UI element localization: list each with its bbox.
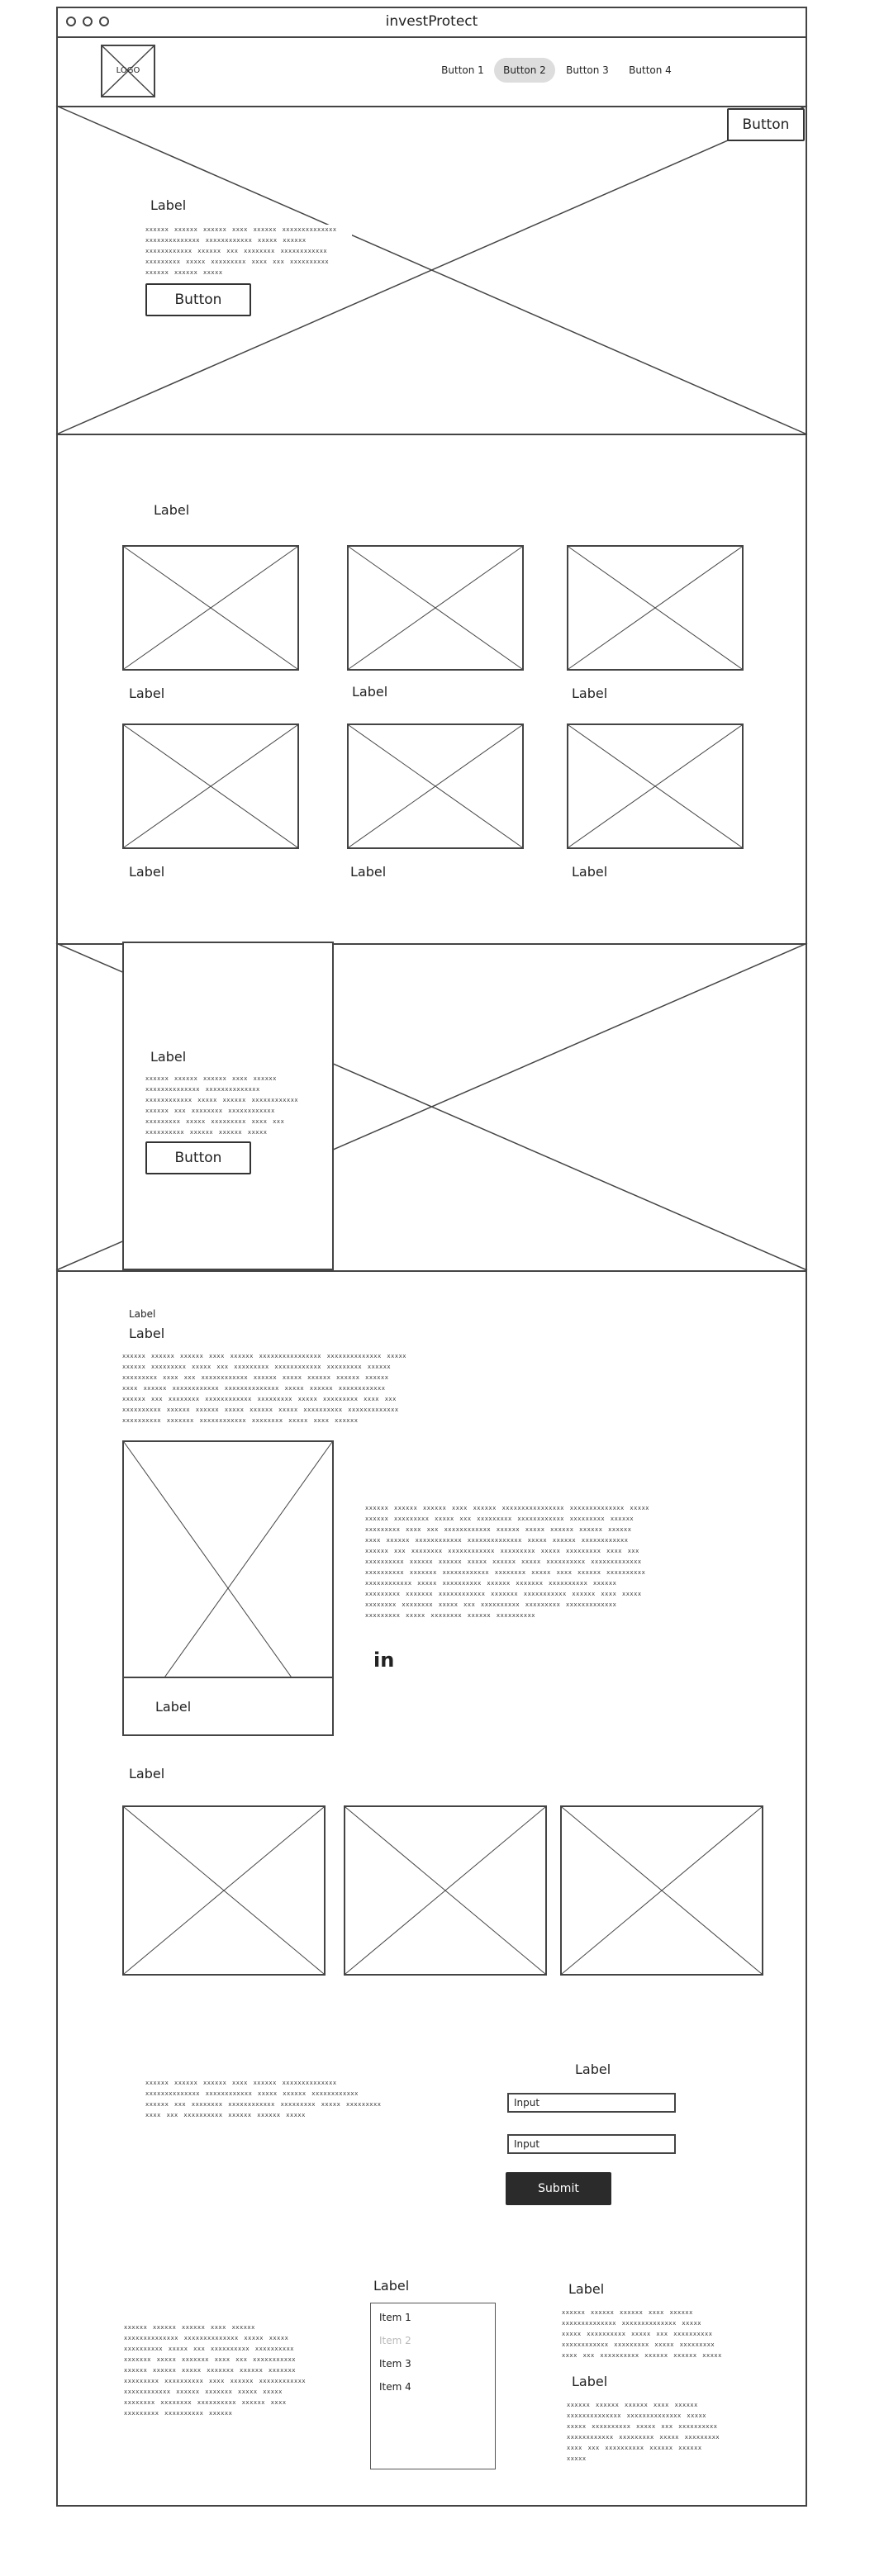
gallery-image-6[interactable]	[567, 723, 744, 849]
profile-image[interactable]	[122, 1440, 334, 1736]
contact-text: xxxxxx xxxxxx xxxxxx xxxx xxxxxx xxxxxxxxxxxxxx xxxxxxxxxxxxxx xxxxxxxxxxxx xxxxx xxxxxx xxxxxxxxxxxx xxxxxx xxx xxxxxxxx xxxxxxxxxxxx xxxxxxxxx xxxxx xxxxxxxxx xxxx xxx xxxxxxxxxx xxxxxx xxxxxx xxxxx	[145, 2080, 382, 2118]
submit-button[interactable]: Submit	[506, 2172, 611, 2205]
hero-button[interactable]: Button	[145, 283, 251, 316]
nav-button-2[interactable]: Button 2	[494, 58, 555, 83]
logo[interactable]	[101, 45, 155, 97]
hero-corner-button[interactable]: Button	[727, 108, 805, 141]
gallery-item-label-3: Label	[572, 686, 608, 701]
gallery-image-5[interactable]	[347, 723, 524, 849]
footer-col3-text-2: xxxxxx xxxxxx xxxxxx xxxx xxxxxx xxxxxxxxxxxxxx xxxxxxxxxxxxxx xxxxx xxxxx xxxxxxxxxx xxxxx xxx xxxxxxxxxx xxxxxxxxxxxx xxxxxxxxx xxxxx xxxxxxxxx xxxx xxx xxxxxxxxxx xxxxxx xxxxxx xxxxx	[567, 2402, 720, 2462]
partner-image-1[interactable]	[122, 1805, 326, 1976]
partner-image-3[interactable]	[560, 1805, 763, 1976]
contact-input-2[interactable]: Input	[507, 2134, 676, 2154]
hero-text: xxxxxx xxxxxx xxxxxx xxxx xxxxxx xxxxxxxxxxxxxx xxxxxxxxxxxxxx xxxxxxxxxxxx xxxxx xxxxxx xxxxxxxxxxxx xxxxxx xxx xxxxxxxx xxxxxxxxxxxx xxxxxxxxx xxxxx xxxxxxxxx xxxx xxx xxxxxxxxxx xxxxxx xxxxxx xxxxx	[145, 225, 352, 271]
list-item[interactable]: Item 3	[379, 2358, 411, 2370]
list-item[interactable]: Item 1	[379, 2312, 411, 2323]
gallery-item-label-6: Label	[572, 864, 608, 880]
footer-col3-label-1: Label	[568, 2281, 605, 2297]
window-title: investProtect	[385, 13, 478, 30]
footer-listbox[interactable]	[370, 2303, 496, 2469]
contact-label: Label	[575, 2061, 611, 2077]
gallery-item-label-4: Label	[129, 864, 165, 880]
feature-button[interactable]: Button	[145, 1141, 251, 1174]
list-item[interactable]: Item 4	[379, 2381, 411, 2393]
titlebar-divider	[56, 36, 807, 38]
list-item-disabled: Item 2	[379, 2335, 411, 2346]
nav-button-3[interactable]: Button 3	[566, 64, 609, 76]
gallery-image-1[interactable]	[122, 545, 299, 671]
footer-text: xxxxxx xxxxxx xxxxxx xxxx xxxxxx xxxxxxxxxxxxxx xxxxxxxxxxxxxx xxxxx xxxxx xxxxxxxxxx xxxxx xxx xxxxxxxxxx xxxxxxxxxx xxxxxxx xxxxx xxxxxxx xxxx xxx xxxxxxxxxxx xxxxxx xxxxxx xxxxx xxxxxxx xxxxxx xxxxxxx xxxxxxxxx xxxxxxxxxx xxxx xxxxxx xxxxxxxxxxxx xxxxxxxxxxxx xxxxxx xxxxxxx xxxxx xxxxx xxxxxxxx xxxxxxxx xxxxxxxxxx xxxxxx xxxx xxxxxxxxx xxxxxxxxxx xxxxxx	[124, 2324, 307, 2417]
gallery-item-label-1: Label	[129, 686, 165, 701]
about-label: Label	[129, 1326, 165, 1341]
linkedin-icon[interactable]: in	[373, 1649, 395, 1672]
logo-text: LOGO	[116, 66, 140, 75]
feature-label: Label	[150, 1049, 187, 1065]
gallery-image-2[interactable]	[347, 545, 524, 671]
gallery-item-label-2: Label	[352, 684, 388, 700]
nav-button-4[interactable]: Button 4	[629, 64, 672, 76]
nav-button-1[interactable]: Button 1	[441, 64, 484, 76]
gallery-image-3[interactable]	[567, 545, 744, 671]
footer-list-label: Label	[373, 2278, 410, 2294]
hero-label: Label	[150, 197, 187, 213]
about-text: xxxxxx xxxxxx xxxxxx xxxx xxxxxx xxxxxxxxxxxxxxxx xxxxxxxxxxxxxx xxxxx xxxxxx xxxxxxxxx xxxxx xxx xxxxxxxxx xxxxxxxxxxxx xxxxxxxxx xxxxxx xxxxxxxxx xxxx xxx xxxxxxxxxxxx xxxxxx xxxxx xxxxxx xxxxxx xxxxxx xxxx xxxxxx xxxxxxxxxxxx xxxxxxxxxxxxxx xxxxx xxxxxx xxxxxxxxxxxx xxxxxx xxx xxxxxxxx xxxxxxxxxxxx xxxxxxxxx xxxxx xxxxxxxxx xxxx xxx xxxxxxxxxx xxxxxx xxxxxx xxxxx xxxxxx xxxxx xxxxxxxxxx xxxxxxxxxxxxx xxxxxxxxxx xxxxxxx xxxxxxxxxxxx xxxxxxxx xxxxx xxxx xxxxxx	[122, 1353, 407, 1424]
profile-caption: Label	[155, 1699, 192, 1715]
profile-caption-box	[122, 1677, 334, 1736]
gallery-item-label-5: Label	[350, 864, 387, 880]
footer-col3-text-1: xxxxxx xxxxxx xxxxxx xxxx xxxxxx xxxxxxxxxxxxxx xxxxxxxxxxxxxx xxxxx xxxxx xxxxxxxxxx xxxxx xxx xxxxxxxxxx xxxxxxxxxxxx xxxxxxxxx xxxxx xxxxxxxxx xxxx xxx xxxxxxxxxx xxxxxx xxxxxx xxxxx	[562, 2309, 722, 2359]
partner-image-2[interactable]	[344, 1805, 547, 1976]
contact-input-1[interactable]: Input	[507, 2093, 676, 2113]
gallery-heading: Label	[154, 502, 190, 518]
hero-divider	[56, 434, 807, 435]
gallery-image-4[interactable]	[122, 723, 299, 849]
partners-heading: Label	[129, 1766, 165, 1781]
footer-col3-label-2: Label	[572, 2374, 608, 2389]
about-small-label: Label	[129, 1308, 156, 1320]
feature-text: xxxxxx xxxxxx xxxxxx xxxx xxxxxx xxxxxxxxxxxxxx xxxxxxxxxxxxxx xxxxxxxxxxxx xxxxx xxxxxx xxxxxxxxxxxx xxxxxx xxx xxxxxxxx xxxxxxxxxxxx xxxxxxxxx xxxxx xxxxxxxxx xxxx xxx xxxxxxxxxx xxxxxx xxxxxx xxxxx	[145, 1075, 299, 1136]
feature-bottom-divider	[56, 1270, 807, 1272]
about-bio: xxxxxx xxxxxx xxxxxx xxxx xxxxxx xxxxxxxxxxxxxxxx xxxxxxxxxxxxxx xxxxx xxxxxx xxxxxxxxx xxxxx xxx xxxxxxxxx xxxxxxxxxxxx xxxxxxxxx xxxxxx xxxxxxxxx xxxx xxx xxxxxxxxxxxx xxxxxx xxxxx xxxxxx xxxxxx xxxxxx xxxx xxxxxx xxxxxxxxxxxx xxxxxxxxxxxxxx xxxxx xxxxxx xxxxxxxxxxxx xxxxxx xxx xxxxxxxx xxxxxxxxxxxx xxxxxxxxx xxxxx xxxxxxxxx xxxx xxx xxxxxxxxxx xxxxxx xxxxxx xxxxx xxxxxx xxxxx xxxxxxxxxx xxxxxxxxxxxxx xxxxxxxxxx xxxxxxx xxxxxxxxxxxx xxxxxxxx xxxxx xxxx xxxxxx xxxxxxxxxx xxxxxxxxxxxx xxxxx xxxxxxxxxx xxxxxx xxxxxxx xxxxxxxxxx xxxxxx xxxxxxxxx xxxxxxx xxxxxxxxxxxx xxxxxxx xxxxxxxxxxx xxxxxx xxxx xxxxx xxxxxxxx xxxxxxxx xxxxx xxx xxxxxxxxxx xxxxxxxxx xxxxxxxxxxxxx xxxxxxxxx xxxxx xxxxxxxx xxxxxx xxxxxxxxxx	[365, 1505, 650, 1619]
